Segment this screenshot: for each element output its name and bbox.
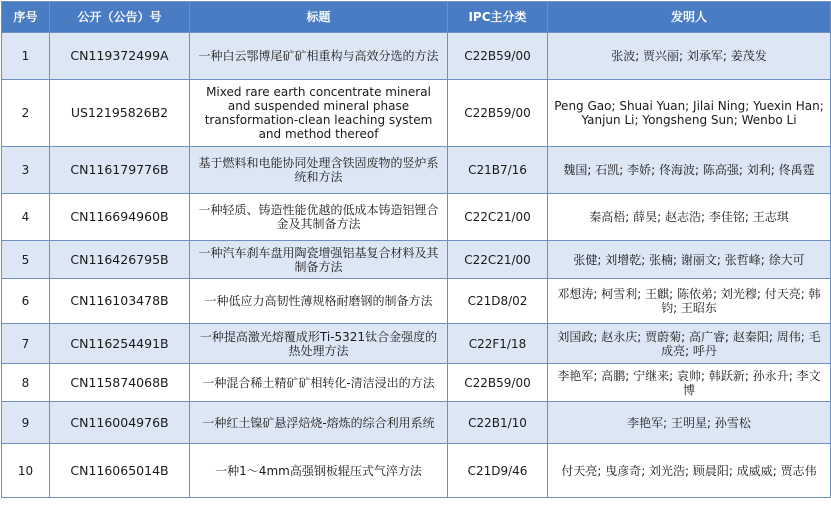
cell-inventors: 李艳军; 高鹏; 宁继来; 袁帅; 韩跃新; 孙永升; 李文博	[548, 364, 831, 402]
cell-patent-number: CN116103478B	[50, 279, 190, 324]
cell-no: 9	[2, 402, 50, 444]
cell-inventors: 刘国政; 赵永庆; 贾蔚菊; 高广睿; 赵秦阳; 周伟; 毛成亮; 呼丹	[548, 324, 831, 364]
cell-title: 一种轻质、铸造性能优越的低成本铸造铝锂合金及其制备方法	[190, 194, 448, 241]
table-row	[2, 194, 831, 241]
cell-title: 一种混合稀土精矿矿相转化-清洁浸出的方法	[190, 364, 448, 402]
header-patent-number: 公开（公告）号	[50, 2, 190, 33]
cell-title: 基于燃料和电能协同处理含铁固废物的竖炉系统和方法	[190, 147, 448, 194]
cell-no: 2	[2, 80, 50, 147]
patent-table	[1, 1, 831, 498]
table-row	[2, 279, 831, 324]
table-row	[2, 324, 831, 364]
cell-title: 一种提高激光熔覆成形Ti-5321钛合金强度的热处理方法	[190, 324, 448, 364]
cell-title: Mixed rare earth concentrate mineral and suspended mineral phase transformation-clean leaching system and method thereof	[190, 80, 448, 147]
cell-patent-number: CN116254491B	[50, 324, 190, 364]
cell-inventors: 秦高梧; 薛昊; 赵志浩; 李佳铭; 王志琪	[548, 194, 831, 241]
table-row	[2, 402, 831, 444]
cell-inventors: 张波; 贾兴丽; 刘承军; 姜茂发	[548, 33, 831, 80]
cell-patent-number: CN119372499A	[50, 33, 190, 80]
cell-no: 1	[2, 33, 50, 80]
cell-ipc: C22C21/00	[448, 194, 548, 241]
cell-patent-number: CN115874068B	[50, 364, 190, 402]
header-ipc: IPC主分类	[448, 2, 548, 33]
cell-patent-number: CN116179776B	[50, 147, 190, 194]
cell-ipc: C21B7/16	[448, 147, 548, 194]
header-title: 标题	[190, 2, 448, 33]
cell-no: 10	[2, 444, 50, 498]
cell-no: 5	[2, 241, 50, 279]
cell-ipc: C22C21/00	[448, 241, 548, 279]
cell-title: 一种汽车刹车盘用陶瓷增强铝基复合材料及其制备方法	[190, 241, 448, 279]
cell-inventors: 李艳军; 王明星; 孙雪松	[548, 402, 831, 444]
cell-ipc: C22F1/18	[448, 324, 548, 364]
cell-ipc: C22B59/00	[448, 80, 548, 147]
cell-no: 8	[2, 364, 50, 402]
cell-inventors: 付天亮; 曳彦奇; 刘光浩; 顾晨阳; 成威威; 贾志伟	[548, 444, 831, 498]
cell-title: 一种低应力高韧性薄规格耐磨钢的制备方法	[190, 279, 448, 324]
cell-ipc: C21D9/46	[448, 444, 548, 498]
cell-title: 一种红土镍矿悬浮焙烧-熔炼的综合利用系统	[190, 402, 448, 444]
table-row	[2, 444, 831, 498]
cell-inventors: 邓想涛; 柯雪利; 王麒; 陈依弟; 刘光穆; 付天亮; 韩钧; 王昭东	[548, 279, 831, 324]
cell-patent-number: CN116426795B	[50, 241, 190, 279]
cell-ipc: C21D8/02	[448, 279, 548, 324]
cell-patent-number: CN116065014B	[50, 444, 190, 498]
cell-patent-number: CN116694960B	[50, 194, 190, 241]
table-row	[2, 80, 831, 147]
cell-ipc: C22B59/00	[448, 364, 548, 402]
cell-no: 6	[2, 279, 50, 324]
table-row	[2, 33, 831, 80]
header-row	[2, 2, 831, 33]
table-row	[2, 241, 831, 279]
cell-inventors: Peng Gao; Shuai Yuan; Jilai Ning; Yuexin Han; Yanjun Li; Yongsheng Sun; Wenbo Li	[548, 80, 831, 147]
cell-ipc: C22B59/00	[448, 33, 548, 80]
cell-title: 一种白云鄂博尾矿矿相重构与高效分选的方法	[190, 33, 448, 80]
header-inventors: 发明人	[548, 2, 831, 33]
cell-no: 3	[2, 147, 50, 194]
cell-inventors: 魏国; 石凯; 李娇; 佟海波; 陈高强; 刘利; 佟禹霆	[548, 147, 831, 194]
table-row	[2, 364, 831, 402]
cell-no: 4	[2, 194, 50, 241]
cell-patent-number: CN116004976B	[50, 402, 190, 444]
header-no: 序号	[2, 2, 50, 33]
table-row	[2, 147, 831, 194]
cell-ipc: C22B1/10	[448, 402, 548, 444]
cell-inventors: 张健; 刘增乾; 张楠; 谢丽文; 张哲峰; 徐大可	[548, 241, 831, 279]
cell-title: 一种1～4mm高强钢板辊压式气淬方法	[190, 444, 448, 498]
cell-no: 7	[2, 324, 50, 364]
cell-patent-number: US12195826B2	[50, 80, 190, 147]
